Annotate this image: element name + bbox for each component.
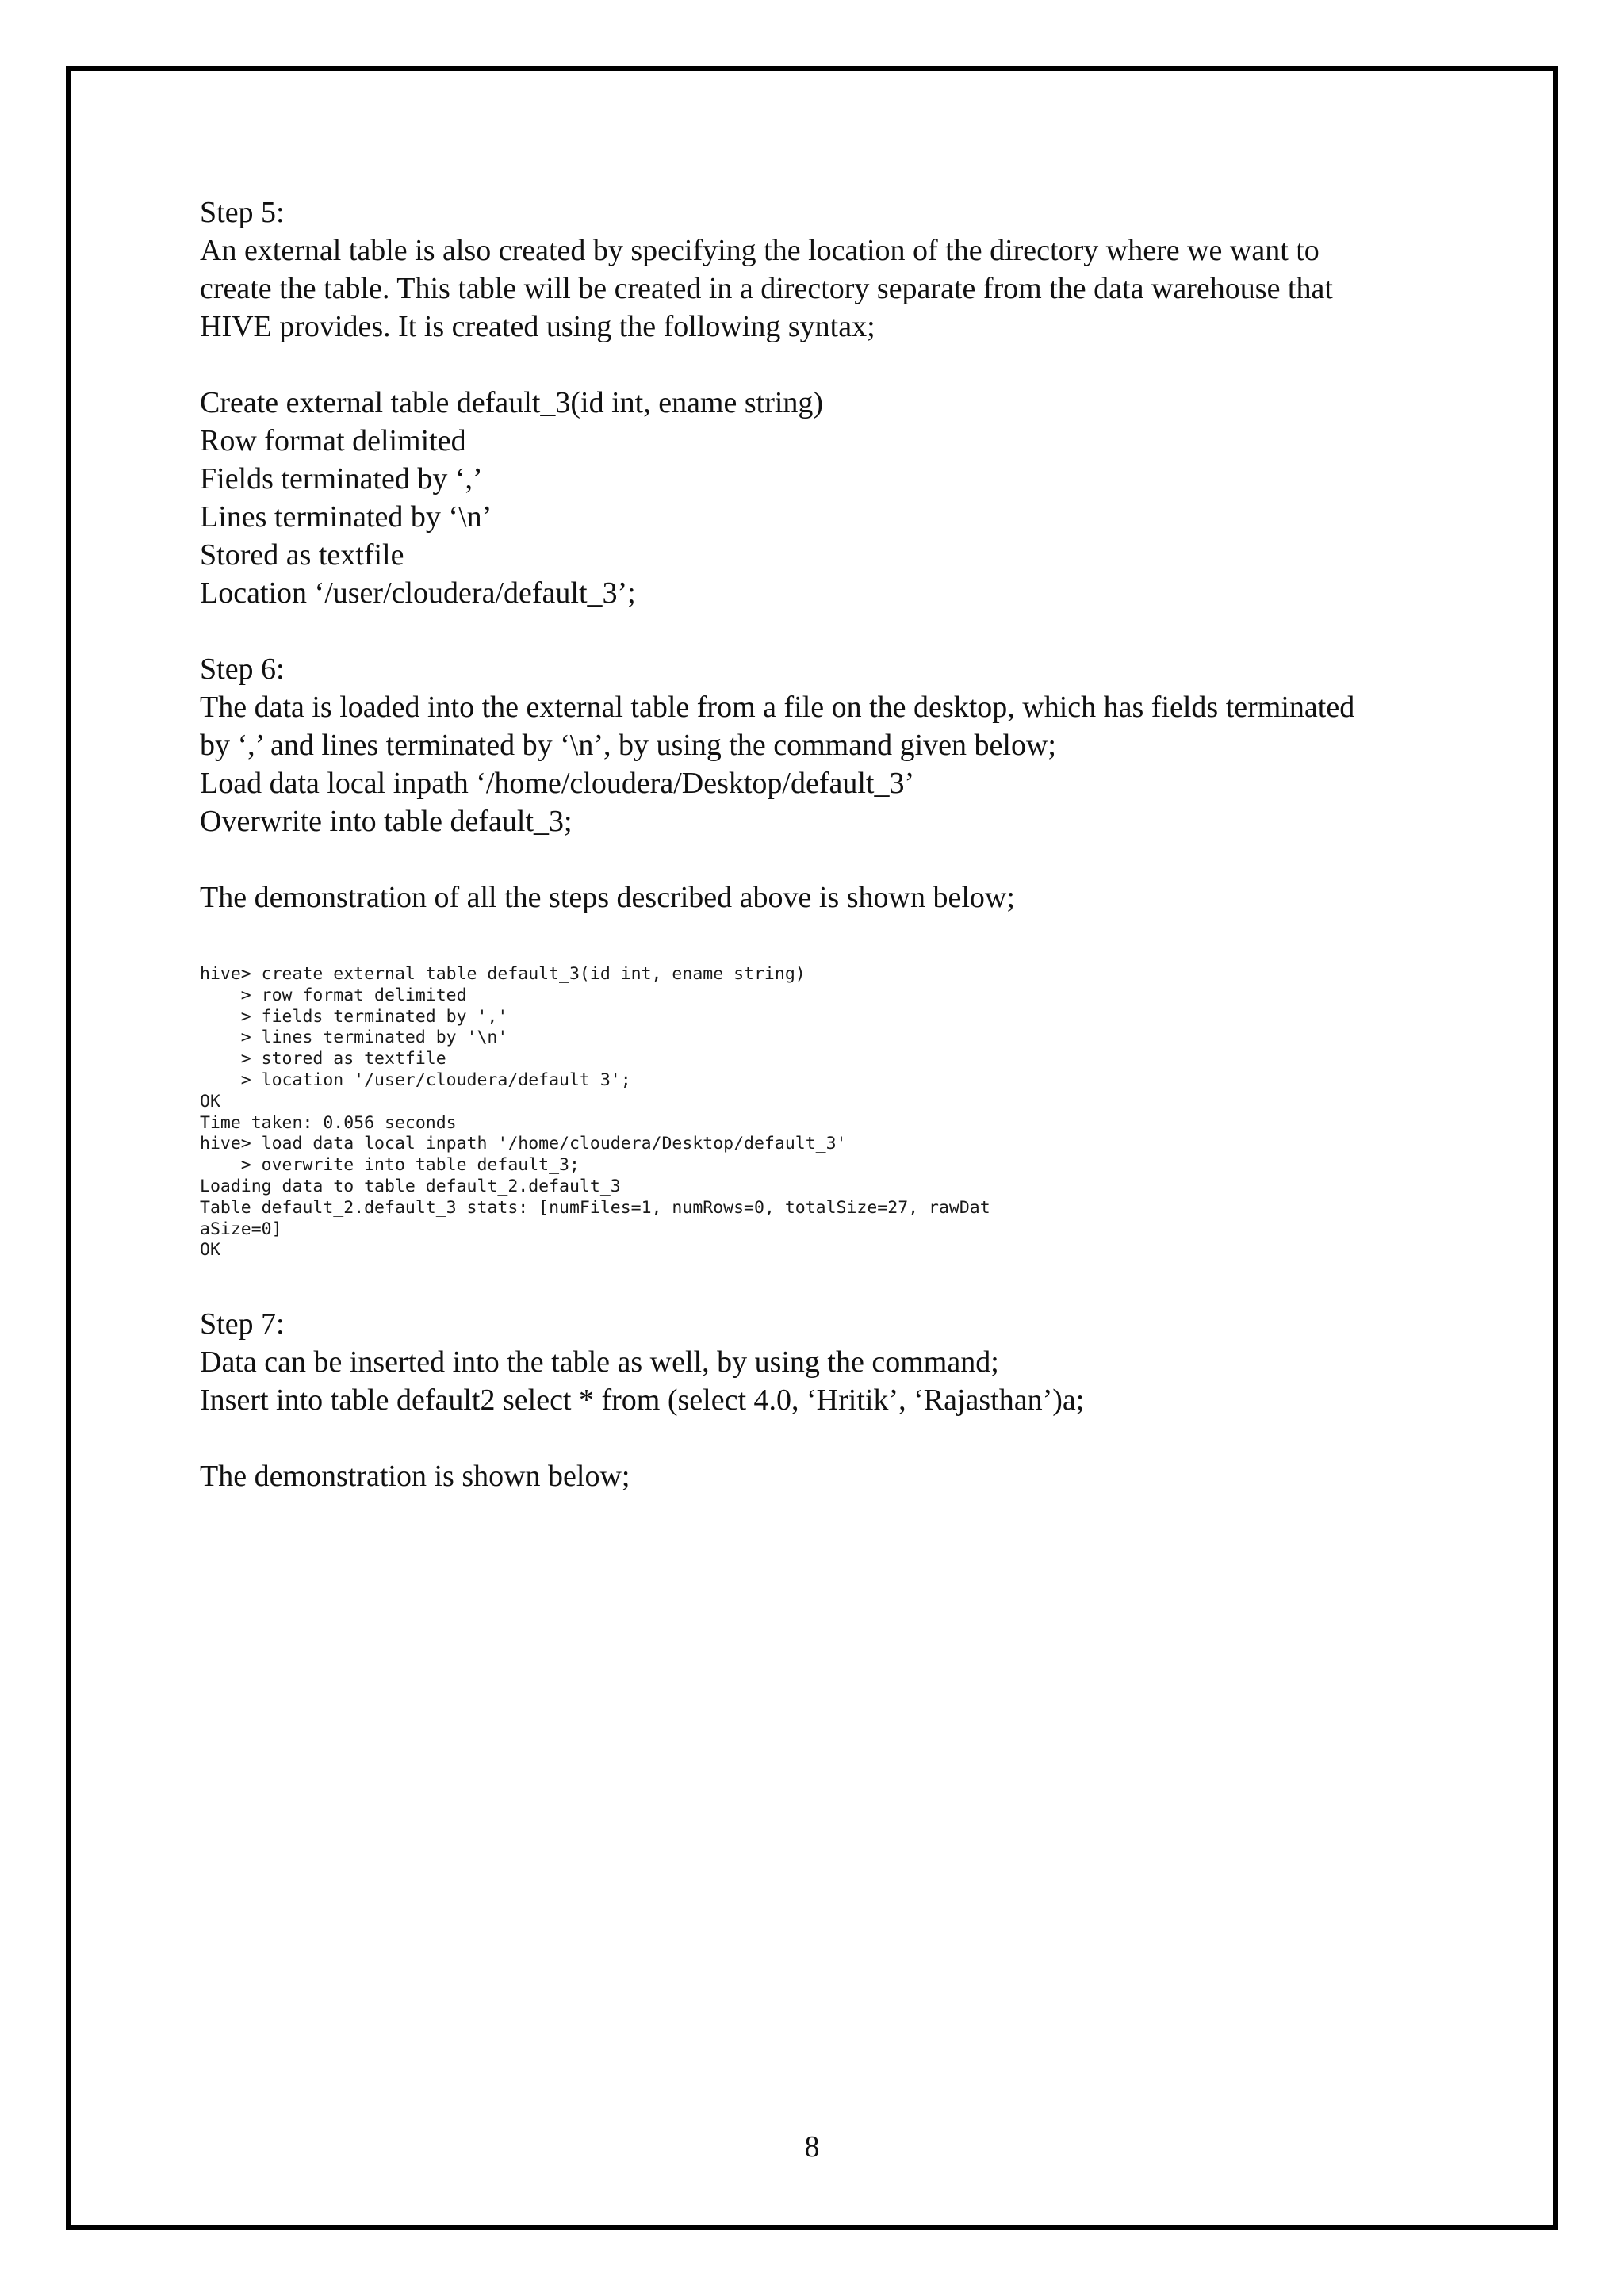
step6-paragraph-line: Overwrite into table default_3; [200,805,573,838]
terminal-line: aSize=0] [200,1219,282,1239]
terminal-line: hive> create external table default_3(id int, ename string) [200,964,806,984]
step5-paragraph-line: An external table is also created by specifying the location of the directory where we want to [200,234,1320,267]
step7-paragraph-line: Insert into table default2 select * from (select 4.0, ‘Hritik’, ‘Rajasthan’)a; [200,1383,1085,1417]
spacer [200,612,1437,650]
terminal-line: hive> load data local inpath '/home/cloudera/Desktop/default_3' [200,1134,847,1154]
terminal-line: > stored as textfile [200,1049,446,1070]
syntax-line: Row format delimited [200,424,466,457]
step6-paragraph-line: by ‘,’ and lines terminated by ‘\n’, by using the command given below; [200,729,1056,762]
step5-paragraph-line: HIVE provides. It is created using the following syntax; [200,310,875,343]
syntax-line: Lines terminated by ‘\n’ [200,500,492,534]
terminal-line: Loading data to table default_2.default_3 [200,1176,621,1196]
terminal-line: > row format delimited [200,985,467,1005]
terminal-line: OK [200,1091,220,1112]
terminal-line: Time taken: 0.056 seconds [200,1112,457,1133]
terminal-line: > lines terminated by '\n' [200,1027,508,1048]
terminal-line: > fields terminated by ',' [200,1006,508,1027]
step5-heading: Step 5: [200,196,285,229]
syntax-line: Fields terminated by ‘,’ [200,462,483,496]
syntax-line: Create external table default_3(id int, ename string) [200,386,824,419]
spacer [200,346,1437,384]
step6-paragraph-line: Load data local inpath ‘/home/cloudera/Desktop/default_3’ [200,767,915,800]
terminal-output [200,953,993,1261]
syntax-line: Location ‘/user/cloudera/default_3’; [200,576,636,610]
demo-intro: The demonstration of all the steps described above is shown below; [200,881,1015,914]
spacer [200,840,1437,878]
step6-heading: Step 6: [200,652,285,686]
syntax-line: Stored as textfile [200,538,404,572]
step6-paragraph-line: The data is loaded into the external table from a file on the desktop, which has fields terminated [200,691,1355,724]
document-body [200,193,1437,1495]
terminal-line: > overwrite into table default_3; [200,1155,580,1176]
spacer [200,1419,1437,1457]
terminal-screenshot [200,953,993,1269]
terminal-line: Table default_2.default_3 stats: [numFiles=1, numRows=0, totalSize=27, rawDat [200,1197,990,1218]
terminal-line: > location '/user/cloudera/default_3'; [200,1070,631,1090]
step7-paragraph-line: Data can be inserted into the table as well, by using the command; [200,1345,999,1379]
terminal-line: OK [200,1240,220,1261]
page-number: 8 [804,2130,820,2164]
step7-heading: Step 7: [200,1307,285,1341]
step5-paragraph-line: create the table. This table will be created in a directory separate from the data warehouse that [200,272,1333,305]
demo-intro: The demonstration is shown below; [200,1460,630,1493]
